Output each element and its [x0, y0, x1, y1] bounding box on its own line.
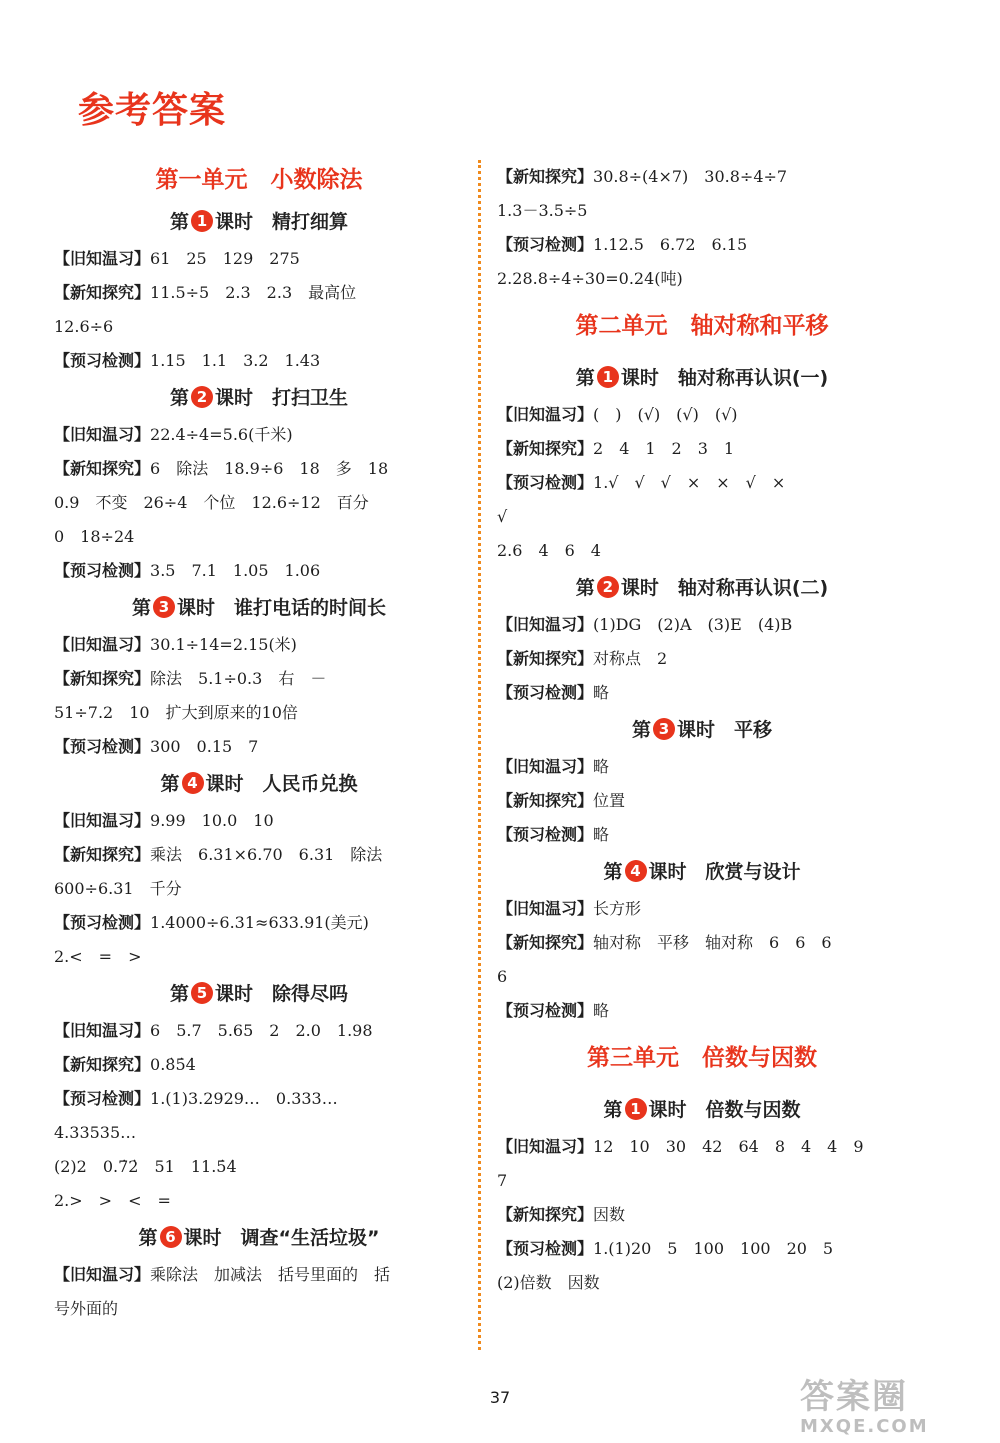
answer-text: 51÷7.2 10 扩大到原来的10倍 — [54, 703, 298, 722]
answer-line — [54, 1258, 464, 1292]
answer-tag: 【预习检测】 — [497, 1239, 594, 1258]
answer-line — [497, 500, 907, 534]
answer-tag: 【新知探究】 — [497, 933, 594, 952]
lesson-heading — [497, 358, 907, 398]
lesson-title: 课时 人民币兑换 — [205, 773, 358, 795]
answer-line — [497, 960, 907, 994]
answer-line — [497, 194, 907, 228]
answer-text: 1.(1)20 5 100 100 20 5 — [593, 1239, 834, 1258]
lesson-title: 课时 精打细算 — [215, 211, 349, 233]
answer-text: 1.3－3.5÷5 — [497, 201, 588, 220]
lesson-title: 课时 倍数与因数 — [648, 1099, 801, 1121]
lesson-title: 课时 欣赏与设计 — [648, 861, 801, 883]
answer-text: (1)DG (2)A (3)E (4)B — [593, 615, 793, 634]
answer-line — [497, 432, 907, 466]
answer-line — [497, 160, 907, 194]
answer-text: 61 25 129 275 — [150, 249, 300, 268]
answer-tag: 【预习检测】 — [54, 1089, 151, 1108]
lesson-heading — [497, 852, 907, 892]
answer-tag: 【旧知温习】 — [54, 1265, 151, 1284]
answer-tag: 【预习检测】 — [54, 351, 151, 370]
answer-line — [497, 818, 907, 852]
answer-text: 12 10 30 42 64 8 4 4 9 — [593, 1137, 864, 1156]
answer-text: 略 — [593, 757, 610, 776]
answer-line — [497, 1232, 907, 1266]
answer-text: 6 — [497, 967, 508, 986]
answer-text: 对称点 2 — [593, 649, 668, 668]
lesson-number-badge: 1 — [625, 1098, 647, 1120]
answer-tag: 【新知探究】 — [54, 669, 151, 688]
lesson-title: 课时 轴对称再认识(一) — [620, 367, 829, 389]
answer-tag: 【预习检测】 — [54, 913, 151, 932]
answer-text: 2.> > < = — [54, 1191, 171, 1210]
answer-line — [54, 940, 464, 974]
answer-line — [497, 892, 907, 926]
left-column — [54, 160, 464, 1326]
answer-text: 1.√ √ √ × × √ × — [593, 473, 786, 492]
lesson-number-badge: 4 — [182, 772, 204, 794]
lesson-title: 课时 平移 — [677, 719, 773, 741]
answer-tag: 【预习检测】 — [54, 561, 151, 580]
answer-line — [497, 1164, 907, 1198]
answer-tag: 【预习检测】 — [497, 683, 594, 702]
answer-line — [54, 696, 464, 730]
lesson-number-badge: 3 — [153, 596, 175, 618]
answer-tag: 【新知探究】 — [497, 1205, 594, 1224]
answer-line — [54, 1116, 464, 1150]
answer-line — [497, 642, 907, 676]
answer-line — [497, 466, 907, 500]
answer-text: 0.9 不变 26÷4 个位 12.6÷12 百分 — [54, 493, 369, 512]
lesson-number-badge: 2 — [597, 576, 619, 598]
answer-line — [497, 750, 907, 784]
answer-tag: 【预习检测】 — [497, 473, 594, 492]
lesson-prefix: 第 — [631, 719, 651, 741]
answer-text: √ — [497, 507, 508, 526]
answer-text: 略 — [593, 683, 610, 702]
answer-tag: 【旧知温习】 — [54, 1021, 151, 1040]
lesson-number-badge: 3 — [653, 718, 675, 740]
answer-tag: 【新知探究】 — [497, 167, 594, 186]
lesson-prefix: 第 — [169, 387, 189, 409]
answer-text: 9.99 10.0 10 — [150, 811, 274, 830]
answer-text: 300 0.15 7 — [150, 737, 259, 756]
lesson-title: 课时 调查“生活垃圾” — [183, 1227, 380, 1249]
answer-line — [54, 872, 464, 906]
page-title: 参考答案 — [78, 90, 227, 131]
answer-text: 略 — [593, 825, 610, 844]
answer-text: (2)倍数 因数 — [497, 1273, 600, 1292]
answer-text: 略 — [593, 1001, 610, 1020]
column-divider — [478, 160, 481, 1350]
lesson-number-badge: 2 — [191, 386, 213, 408]
lesson-heading — [54, 974, 464, 1014]
answer-line — [54, 1048, 464, 1082]
unit-heading-1: 第一单元 小数除法 — [155, 167, 363, 193]
answer-line — [54, 418, 464, 452]
answer-text: 长方形 — [593, 899, 642, 918]
answer-tag: 【旧知温习】 — [54, 425, 151, 444]
lesson-heading — [54, 588, 464, 628]
lesson-heading — [497, 1090, 907, 1130]
lesson-prefix: 第 — [603, 1099, 623, 1121]
answer-text: 11.5÷5 2.3 2.3 最高位 — [150, 283, 357, 302]
answer-text: (2)2 0.7̇2̇ 51 11.5̇4̇ — [54, 1157, 237, 1176]
lesson-prefix: 第 — [603, 861, 623, 883]
answer-text: 轴对称 平移 轴对称 6 6 6 — [593, 933, 832, 952]
answer-line — [54, 1292, 464, 1326]
answer-line — [54, 242, 464, 276]
lesson-number-badge: 1 — [191, 210, 213, 232]
answer-text: 乘除法 加减法 括号里面的 括 — [150, 1265, 391, 1284]
answer-text: 6 5.7 5.65 2 2.0 1.98 — [150, 1021, 373, 1040]
answer-tag: 【预习检测】 — [497, 825, 594, 844]
answer-line — [497, 1266, 907, 1300]
lesson-number-badge: 4 — [625, 860, 647, 882]
lesson-heading — [497, 568, 907, 608]
answer-line — [54, 662, 464, 696]
answer-line — [497, 784, 907, 818]
answer-line — [497, 398, 907, 432]
answer-line — [54, 1150, 464, 1184]
lesson-heading — [54, 1218, 464, 1258]
answer-tag: 【新知探究】 — [497, 791, 594, 810]
lesson-heading — [54, 378, 464, 418]
answer-line — [497, 676, 907, 710]
answer-tag: 【新知探究】 — [54, 1055, 151, 1074]
lesson-title: 课时 打扫卫生 — [215, 387, 349, 409]
answer-line — [497, 608, 907, 642]
answer-tag: 【预习检测】 — [54, 737, 151, 756]
answer-text: 30.8÷(4×7) 30.8÷4÷7 — [593, 167, 788, 186]
unit-heading-3: 第三单元 倍数与因数 — [587, 1045, 817, 1071]
answer-line — [54, 1184, 464, 1218]
answer-line — [54, 838, 464, 872]
answer-text: 2.< = > — [54, 947, 142, 966]
answer-line — [497, 228, 907, 262]
answer-text: 2.6 4 6 4 — [497, 541, 601, 560]
answer-text: 号外面的 — [54, 1299, 119, 1318]
watermark-cn: 答案圈 — [800, 1377, 908, 1417]
answer-line — [54, 804, 464, 838]
lesson-prefix: 第 — [575, 577, 595, 599]
lesson-heading — [54, 764, 464, 804]
answer-line — [54, 344, 464, 378]
answer-tag: 【新知探究】 — [54, 459, 151, 478]
answer-line — [497, 1198, 907, 1232]
lesson-heading — [497, 710, 907, 750]
watermark-en: MXQE.COM — [800, 1416, 929, 1437]
answer-tag: 【旧知温习】 — [497, 1137, 594, 1156]
answer-line — [54, 452, 464, 486]
answer-text: 30.1÷14=2.15(米) — [150, 635, 297, 654]
answer-tag: 【预习检测】 — [497, 1001, 594, 1020]
answer-line — [54, 730, 464, 764]
answer-text: 除法 5.1÷0.3 右 － — [150, 669, 327, 688]
answer-line — [497, 1130, 907, 1164]
answer-text: 12.6÷6 — [54, 317, 114, 336]
answer-text: 乘法 6.31×6.70 6.31 除法 — [150, 845, 383, 864]
answer-text: 位置 — [593, 791, 626, 810]
answer-text: 6 除法 18.9÷6 18 多 18 — [150, 459, 389, 478]
answer-text: 因数 — [593, 1205, 626, 1224]
answer-line — [54, 1082, 464, 1116]
answer-tag: 【预习检测】 — [497, 235, 594, 254]
answer-tag: 【新知探究】 — [54, 845, 151, 864]
answer-tag: 【旧知温习】 — [54, 635, 151, 654]
lesson-prefix: 第 — [160, 773, 180, 795]
right-column — [497, 160, 907, 1300]
answer-tag: 【旧知温习】 — [54, 811, 151, 830]
answer-tag: 【旧知温习】 — [54, 249, 151, 268]
answer-text: 2 4 1 2 3 1 — [593, 439, 735, 458]
lesson-number-badge: 5 — [191, 982, 213, 1004]
answer-line — [54, 486, 464, 520]
lesson-number-badge: 6 — [160, 1226, 182, 1248]
answer-text: 0.8̇5̇4̇ — [150, 1055, 196, 1074]
answer-text: 1.(1)3.2929… 0.333… — [150, 1089, 338, 1108]
answer-text: 4.33535… — [54, 1123, 137, 1142]
answer-tag: 【新知探究】 — [497, 439, 594, 458]
lesson-number-badge: 1 — [597, 366, 619, 388]
answer-line — [54, 906, 464, 940]
answer-tag: 【新知探究】 — [54, 283, 151, 302]
unit-heading-2: 第二单元 轴对称和平移 — [575, 313, 829, 339]
answer-line — [497, 926, 907, 960]
answer-text: 600÷6.31 千分 — [54, 879, 182, 898]
answer-text: 3.5 7.1 1.05 1.06 — [150, 561, 321, 580]
answer-tag: 【新知探究】 — [497, 649, 594, 668]
answer-line — [497, 262, 907, 296]
answer-line — [54, 520, 464, 554]
answer-text: 22.4÷4=5.6(千米) — [150, 425, 293, 444]
lesson-prefix: 第 — [169, 983, 189, 1005]
answer-line — [54, 1014, 464, 1048]
answer-line — [54, 628, 464, 662]
answer-line — [497, 534, 907, 568]
answer-tag: 【旧知温习】 — [497, 899, 594, 918]
answer-tag: 【旧知温习】 — [497, 405, 594, 424]
lesson-prefix: 第 — [138, 1227, 158, 1249]
lesson-title: 课时 谁打电话的时间长 — [177, 597, 387, 619]
lesson-title: 课时 除得尽吗 — [215, 983, 349, 1005]
answer-line — [54, 554, 464, 588]
answer-line — [497, 994, 907, 1028]
answer-text: ( ) (√) (√) (√) — [593, 405, 738, 424]
lesson-title: 课时 轴对称再认识(二) — [620, 577, 829, 599]
answer-line — [54, 276, 464, 310]
page-number: 37 — [489, 1388, 511, 1407]
watermark — [800, 1378, 990, 1438]
lesson-heading — [54, 202, 464, 242]
lesson-prefix: 第 — [575, 367, 595, 389]
answer-text: 2.28.8÷4÷30=0.24(吨) — [497, 269, 683, 288]
answer-text: 7 — [497, 1171, 508, 1190]
lesson-prefix: 第 — [131, 597, 151, 619]
answer-tag: 【旧知温习】 — [497, 615, 594, 634]
answer-text: 1.12.5 6.72 6.15 — [593, 235, 748, 254]
lesson-prefix: 第 — [169, 211, 189, 233]
answer-text: 1.15 1.1 3.2 1.43 — [150, 351, 321, 370]
answer-line — [54, 310, 464, 344]
answer-text: 1.4000÷6.31≈633.91(美元) — [150, 913, 369, 932]
answer-tag: 【旧知温习】 — [497, 757, 594, 776]
answer-text: 0 18÷24 — [54, 527, 135, 546]
